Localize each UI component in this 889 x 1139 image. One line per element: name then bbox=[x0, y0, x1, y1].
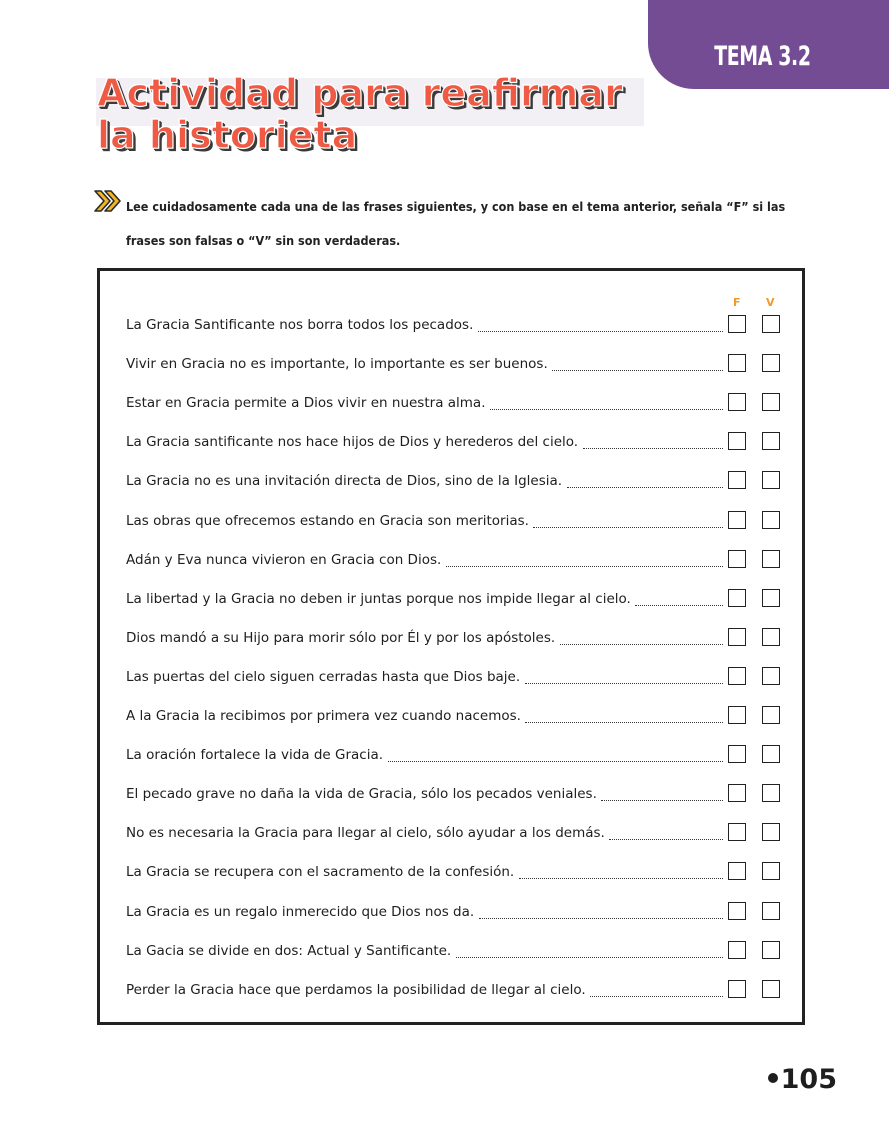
statement-row bbox=[126, 391, 723, 413]
true-checkbox[interactable] bbox=[762, 432, 780, 450]
statement-text: No es necesaria la Gracia para llegar al cielo, sólo ayudar a los demás. bbox=[126, 825, 605, 841]
statement-row bbox=[126, 313, 723, 335]
true-checkbox[interactable] bbox=[762, 393, 780, 411]
statement-row bbox=[126, 821, 723, 843]
statement-row bbox=[126, 665, 723, 687]
statement-row bbox=[126, 978, 723, 1000]
true-checkbox[interactable] bbox=[762, 589, 780, 607]
false-checkbox[interactable] bbox=[728, 432, 746, 450]
false-checkbox[interactable] bbox=[728, 628, 746, 646]
false-checkbox[interactable] bbox=[728, 823, 746, 841]
bullet-dot bbox=[768, 1073, 778, 1083]
dotted-leader bbox=[388, 761, 723, 762]
statement-row bbox=[126, 587, 723, 609]
statement-text: El pecado grave no daña la vida de Gracia, sólo los pecados veniales. bbox=[126, 786, 597, 802]
statement-text: La libertad y la Gracia no deben ir juntas porque nos impide llegar al cielo. bbox=[126, 591, 631, 607]
statement-text: Perder la Gracia hace que perdamos la posibilidad de llegar al cielo. bbox=[126, 982, 586, 998]
statement-row bbox=[126, 900, 723, 922]
false-checkbox[interactable] bbox=[728, 393, 746, 411]
tema-label: TEMA 3.2 bbox=[714, 41, 811, 72]
statement-row bbox=[126, 939, 723, 961]
dotted-leader bbox=[525, 683, 723, 684]
dotted-leader bbox=[635, 605, 723, 606]
statement-text: La Gacia se divide en dos: Actual y Santificante. bbox=[126, 943, 452, 959]
statement-text: A la Gracia la recibimos por primera vez cuando nacemos. bbox=[126, 708, 521, 724]
true-checkbox[interactable] bbox=[762, 784, 780, 802]
false-checkbox[interactable] bbox=[728, 589, 746, 607]
statement-text: Vivir en Gracia no es importante, lo importante es ser buenos. bbox=[126, 356, 548, 372]
dotted-leader bbox=[583, 448, 723, 449]
false-checkbox[interactable] bbox=[728, 980, 746, 998]
dotted-leader bbox=[519, 878, 723, 879]
true-checkbox[interactable] bbox=[762, 354, 780, 372]
dotted-leader bbox=[552, 370, 723, 371]
statement-row bbox=[126, 782, 723, 804]
true-checkbox[interactable] bbox=[762, 745, 780, 763]
false-checkbox[interactable] bbox=[728, 862, 746, 880]
statement-text: Adán y Eva nunca vivieron en Gracia con Dios. bbox=[126, 552, 442, 568]
true-column-header: V bbox=[766, 296, 775, 309]
statement-text: La Gracia Santificante nos borra todos los pecados. bbox=[126, 317, 474, 333]
statement-row bbox=[126, 352, 723, 374]
statement-text: Estar en Gracia permite a Dios vivir en nuestra alma. bbox=[126, 395, 486, 411]
false-checkbox[interactable] bbox=[728, 315, 746, 333]
statement-row bbox=[126, 509, 723, 531]
dotted-leader bbox=[533, 527, 723, 528]
dotted-leader bbox=[478, 331, 723, 332]
statement-row bbox=[126, 469, 723, 491]
statement-text: La Gracia no es una invitación directa de Dios, sino de la Iglesia. bbox=[126, 473, 563, 489]
dotted-leader bbox=[609, 839, 723, 840]
statement-row bbox=[126, 548, 723, 570]
false-column-header: F bbox=[733, 296, 741, 309]
statement-row bbox=[126, 430, 723, 452]
statement-text: La Gracia santificante nos hace hijos de Dios y herederos del cielo. bbox=[126, 434, 579, 450]
dotted-leader bbox=[560, 644, 723, 645]
false-checkbox[interactable] bbox=[728, 471, 746, 489]
false-checkbox[interactable] bbox=[728, 354, 746, 372]
dotted-leader bbox=[590, 996, 723, 997]
true-checkbox[interactable] bbox=[762, 823, 780, 841]
true-checkbox[interactable] bbox=[762, 667, 780, 685]
false-checkbox[interactable] bbox=[728, 511, 746, 529]
true-checkbox[interactable] bbox=[762, 980, 780, 998]
tema-tab bbox=[648, 0, 889, 89]
dotted-leader bbox=[567, 487, 723, 488]
statement-text: Dios mandó a su Hijo para morir sólo por Él y por los apóstoles. bbox=[126, 630, 556, 646]
title-line-1: Actividad para reafirmar bbox=[97, 71, 623, 115]
false-checkbox[interactable] bbox=[728, 784, 746, 802]
statement-row bbox=[126, 860, 723, 882]
false-checkbox[interactable] bbox=[728, 745, 746, 763]
statement-row bbox=[126, 704, 723, 726]
double-chevron-icon bbox=[93, 189, 123, 213]
true-checkbox[interactable] bbox=[762, 628, 780, 646]
instruction-text: Lee cuidadosamente cada una de las frases siguientes, y con base en el tema anterior, señala “F” si las frases son falsas o “V” sin son verdaderas. bbox=[126, 199, 786, 248]
true-checkbox[interactable] bbox=[762, 706, 780, 724]
true-checkbox[interactable] bbox=[762, 941, 780, 959]
statement-text: Las puertas del cielo siguen cerradas hasta que Dios baje. bbox=[126, 669, 521, 685]
true-checkbox[interactable] bbox=[762, 471, 780, 489]
dotted-leader bbox=[446, 566, 723, 567]
statement-row bbox=[126, 743, 723, 765]
dotted-leader bbox=[601, 800, 723, 801]
true-checkbox[interactable] bbox=[762, 511, 780, 529]
true-checkbox[interactable] bbox=[762, 315, 780, 333]
statement-text: La oración fortalece la vida de Gracia. bbox=[126, 747, 384, 763]
page-title bbox=[97, 72, 623, 156]
dotted-leader bbox=[490, 409, 723, 410]
title-line-2: la historieta bbox=[97, 113, 358, 157]
false-checkbox[interactable] bbox=[728, 667, 746, 685]
true-checkbox[interactable] bbox=[762, 862, 780, 880]
true-checkbox[interactable] bbox=[762, 902, 780, 920]
statement-row bbox=[126, 626, 723, 648]
false-checkbox[interactable] bbox=[728, 941, 746, 959]
page-number-text: 105 bbox=[780, 1064, 837, 1095]
true-checkbox[interactable] bbox=[762, 550, 780, 568]
dotted-leader bbox=[479, 918, 723, 919]
dotted-leader bbox=[456, 957, 723, 958]
false-checkbox[interactable] bbox=[728, 550, 746, 568]
dotted-leader bbox=[525, 722, 723, 723]
false-checkbox[interactable] bbox=[728, 706, 746, 724]
statement-text: La Gracia se recupera con el sacramento de la confesión. bbox=[126, 864, 515, 880]
statement-text: La Gracia es un regalo inmerecido que Dios nos da. bbox=[126, 904, 475, 920]
page-number bbox=[768, 1064, 837, 1095]
false-checkbox[interactable] bbox=[728, 902, 746, 920]
statement-text: Las obras que ofrecemos estando en Gracia son meritorias. bbox=[126, 513, 529, 529]
